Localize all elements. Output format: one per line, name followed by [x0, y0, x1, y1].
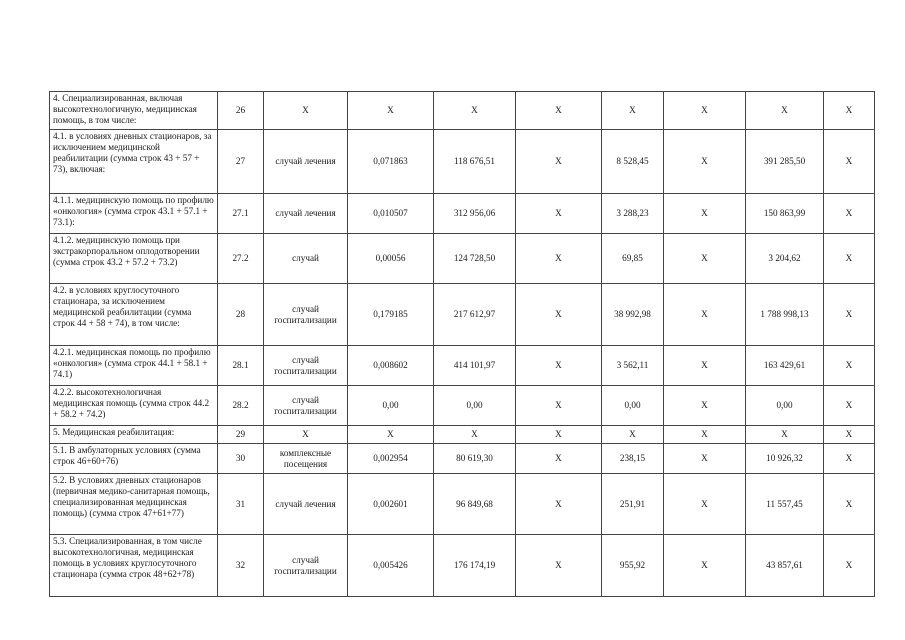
value-cell: Х — [664, 194, 746, 234]
value-cell: Х — [664, 92, 746, 130]
value-cell: Х — [516, 234, 602, 284]
value-cell: 0,00 — [348, 386, 434, 426]
medical-care-table — [49, 91, 875, 597]
value-cell: Х — [516, 386, 602, 426]
row-number: 28.1 — [218, 346, 264, 386]
value-cell: 0,00 — [434, 386, 516, 426]
table-row — [50, 130, 875, 194]
value-cell: 38 992,98 — [602, 284, 664, 346]
value-cell: 0,179185 — [348, 284, 434, 346]
value-cell: 11 557,45 — [746, 474, 824, 535]
row-number: 28 — [218, 284, 264, 346]
value-cell: Х — [664, 234, 746, 284]
table-row — [50, 474, 875, 535]
value-cell: Х — [664, 386, 746, 426]
value-cell: Х — [434, 92, 516, 130]
unit-cell: случай — [264, 234, 348, 284]
value-cell: 0,00056 — [348, 234, 434, 284]
value-cell: 163 429,61 — [746, 346, 824, 386]
value-cell: Х — [516, 194, 602, 234]
row-name: 5.2. В условиях дневных стационаров (первичная медико-санитарная помощь, специализированная медицинская помощь) (сумма строк 47+61+77) — [50, 474, 218, 535]
value-cell: Х — [664, 444, 746, 474]
value-cell: 312 956,06 — [434, 194, 516, 234]
row-name: 4. Специализированная, включая высокотехнологичную, медицинская помощь, в том числе: — [50, 92, 218, 130]
row-name: 5.3. Специализированная, в том числе высокотехнологичная, медицинская помощь в условиях круглосуточного стационара (сумма строк 48+62+78) — [50, 535, 218, 597]
value-cell: 0,005426 — [348, 535, 434, 597]
unit-cell: случай госпитализации — [264, 535, 348, 597]
value-cell: 150 863,99 — [746, 194, 824, 234]
row-name: 4.1. в условиях дневных стационаров, за исключением медицинской реабилитации (сумма строк 43 + 57 + 73), включая: — [50, 130, 218, 194]
value-cell: 10 926,32 — [746, 444, 824, 474]
value-cell: Х — [516, 284, 602, 346]
value-cell: 0,008602 — [348, 346, 434, 386]
value-cell: Х — [664, 426, 746, 444]
value-cell: 96 849,68 — [434, 474, 516, 535]
value-cell: 124 728,50 — [434, 234, 516, 284]
value-cell: 118 676,51 — [434, 130, 516, 194]
unit-cell: случай лечения — [264, 474, 348, 535]
unit-cell: случай лечения — [264, 194, 348, 234]
value-cell: 8 528,45 — [602, 130, 664, 194]
table-row — [50, 444, 875, 474]
unit-cell: случай госпитализации — [264, 284, 348, 346]
value-cell: Х — [824, 474, 875, 535]
value-cell: Х — [824, 92, 875, 130]
value-cell: Х — [516, 92, 602, 130]
value-cell: Х — [516, 444, 602, 474]
value-cell: Х — [516, 346, 602, 386]
value-cell: Х — [664, 284, 746, 346]
row-name: 5. Медицинская реабилитация: — [50, 426, 218, 444]
value-cell: 0,00 — [602, 386, 664, 426]
value-cell: 414 101,97 — [434, 346, 516, 386]
value-cell: Х — [348, 92, 434, 130]
row-name: 5.1. В амбулаторных условиях (сумма строк 46+60+76) — [50, 444, 218, 474]
value-cell: 43 857,61 — [746, 535, 824, 597]
value-cell: Х — [824, 426, 875, 444]
value-cell: 176 174,19 — [434, 535, 516, 597]
value-cell: 0,010507 — [348, 194, 434, 234]
value-cell: 0,002954 — [348, 444, 434, 474]
unit-cell: случай госпитализации — [264, 386, 348, 426]
row-number: 27.2 — [218, 234, 264, 284]
value-cell: Х — [664, 130, 746, 194]
value-cell: 1 788 998,13 — [746, 284, 824, 346]
row-number: 31 — [218, 474, 264, 535]
value-cell: 0,002601 — [348, 474, 434, 535]
unit-cell: Х — [264, 426, 348, 444]
value-cell: 238,15 — [602, 444, 664, 474]
table-row — [50, 346, 875, 386]
value-cell: 251,91 — [602, 474, 664, 535]
row-name: 4.2. в условиях круглосуточного стационара, за исключением медицинской реабилитации (сумма строк 44 + 58 + 74), в том числе: — [50, 284, 218, 346]
row-number: 27 — [218, 130, 264, 194]
value-cell: Х — [516, 130, 602, 194]
row-number: 26 — [218, 92, 264, 130]
row-number: 30 — [218, 444, 264, 474]
value-cell: Х — [664, 535, 746, 597]
value-cell: Х — [516, 426, 602, 444]
value-cell: 955,92 — [602, 535, 664, 597]
table-row — [50, 284, 875, 346]
value-cell: Х — [434, 426, 516, 444]
value-cell: Х — [746, 92, 824, 130]
value-cell: Х — [602, 426, 664, 444]
value-cell: 217 612,97 — [434, 284, 516, 346]
unit-cell: случай госпитализации — [264, 346, 348, 386]
value-cell: Х — [824, 444, 875, 474]
value-cell: 3 562,11 — [602, 346, 664, 386]
value-cell: Х — [824, 234, 875, 284]
table-row — [50, 535, 875, 597]
value-cell: Х — [664, 474, 746, 535]
row-name: 4.2.2. высокотехнологичная медицинская помощь (сумма строк 44.2 + 58.2 + 74.2) — [50, 386, 218, 426]
value-cell: Х — [348, 426, 434, 444]
value-cell: 0,071863 — [348, 130, 434, 194]
table-row — [50, 386, 875, 426]
value-cell: Х — [664, 346, 746, 386]
value-cell: Х — [824, 535, 875, 597]
value-cell: Х — [824, 284, 875, 346]
value-cell: 3 288,23 — [602, 194, 664, 234]
value-cell: Х — [824, 130, 875, 194]
value-cell: Х — [746, 426, 824, 444]
row-number: 29 — [218, 426, 264, 444]
table-row — [50, 234, 875, 284]
value-cell: Х — [516, 535, 602, 597]
row-name: 4.1.1. медицинскую помощь по профилю «онкология» (сумма строк 43.1 + 57.1 + 73.1): — [50, 194, 218, 234]
value-cell: Х — [824, 386, 875, 426]
unit-cell: Х — [264, 92, 348, 130]
row-number: 28.2 — [218, 386, 264, 426]
value-cell: 69,85 — [602, 234, 664, 284]
table-row — [50, 194, 875, 234]
value-cell: Х — [602, 92, 664, 130]
value-cell: 391 285,50 — [746, 130, 824, 194]
unit-cell: комплексные посещения — [264, 444, 348, 474]
row-number: 27.1 — [218, 194, 264, 234]
value-cell: Х — [516, 474, 602, 535]
value-cell: Х — [824, 194, 875, 234]
value-cell: 0,00 — [746, 386, 824, 426]
row-name: 4.2.1. медицинская помощь по профилю «онкология» (сумма строк 44.1 + 58.1 + 74.1) — [50, 346, 218, 386]
row-number: 32 — [218, 535, 264, 597]
value-cell: 80 619,30 — [434, 444, 516, 474]
value-cell: Х — [824, 346, 875, 386]
row-name: 4.1.2. медицинскую помощь при экстракорпоральном оплодотворении (сумма строк 43.2 + 57.2 + 73.2) — [50, 234, 218, 284]
table-row — [50, 92, 875, 130]
unit-cell: случай лечения — [264, 130, 348, 194]
value-cell: 3 204,62 — [746, 234, 824, 284]
table-row — [50, 426, 875, 444]
